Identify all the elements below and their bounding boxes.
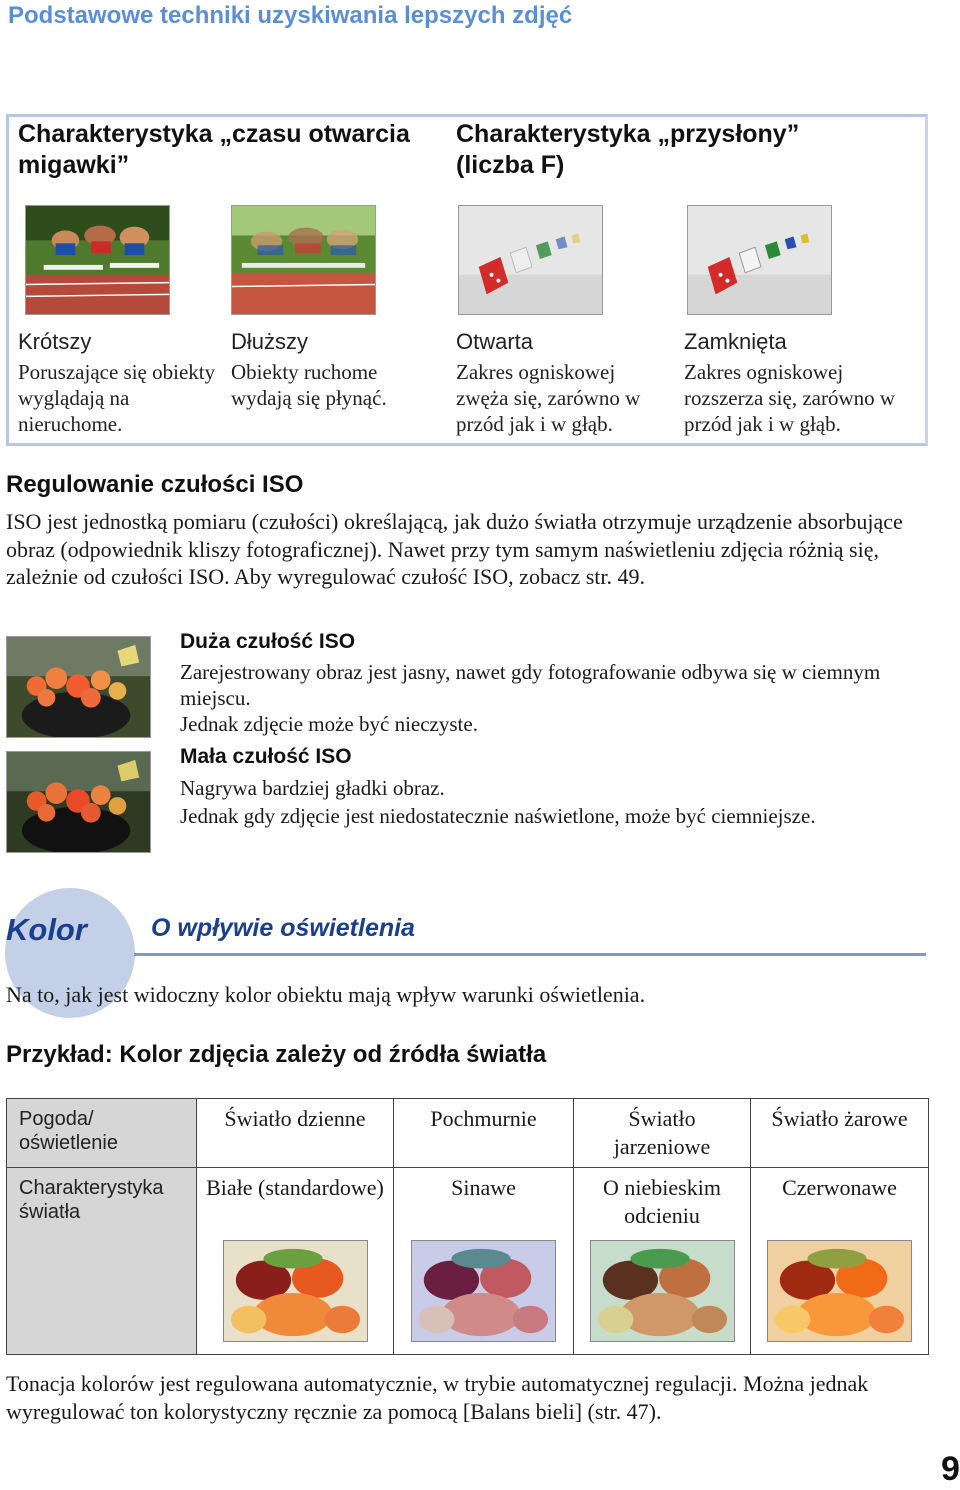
iso-description: ISO jest jednostką pomiaru (czułości) określającą, jak dużo światła otrzymuje urządzenie absorbujące obraz (odpowiednik kliszy fotograficznej). Nawet przy tym samym naświetleniu zdjęcia różnią się, zależnie od czułości ISO. Aby wyregulować czułość ISO, zobacz str. 49.	[6, 509, 903, 589]
high-iso-line2: Jednak zdjęcie może być nieczyste.	[180, 712, 478, 736]
flowers-high-iso-photo	[6, 636, 151, 738]
high-iso-line1: Zarejestrowany obraz jest jasny, nawet gdy fotografowanie odbywa się w ciemnym miejscu.	[180, 660, 881, 710]
section-subtitle: O wpływie oświetlenia	[151, 914, 415, 942]
closed-aperture-description: Zakres ogniskowej rozszerza się, zarówno w przód jak i w głąb.	[684, 360, 896, 436]
characteristic-cloudy: Sinawe	[451, 1175, 516, 1200]
characteristic-incandescent: Czerwonawe	[782, 1175, 897, 1200]
footer-text: Tonacja kolorów jest regulowana automatycznie, w trybie automatycznej regulacji. Można jednak wyregulować ton kolorystyczny ręcznie za pomocą [Balans bieli] (str. 47).	[6, 1371, 869, 1424]
page-number: 9	[941, 1450, 960, 1488]
open-aperture-title: Otwarta	[456, 329, 534, 354]
page-header-title: Podstawowe techniki uzyskiwania lepszych zdjęć	[8, 2, 573, 29]
section-label-kolor: Kolor	[6, 912, 87, 947]
row-header-characteristics: Charakterystyka światła	[7, 1168, 197, 1355]
low-iso-line2: Jednak gdy zdjęcie jest niedostatecznie naświetlone, może być ciemniejsze.	[180, 804, 816, 828]
fruit-photo-fluorescent	[590, 1240, 735, 1342]
row-header-conditions: Pogoda/ oświetlenie	[7, 1099, 197, 1168]
dice-open-aperture-photo	[458, 205, 603, 315]
table-row-characteristics	[7, 1168, 929, 1355]
table-row-conditions	[7, 1099, 929, 1168]
closed-aperture-title: Zamknięta	[684, 329, 787, 354]
flowers-low-iso-photo	[6, 751, 151, 853]
characteristic-cell-daylight	[197, 1168, 394, 1355]
characteristic-fluorescent: O niebieskim odcieniu	[603, 1175, 721, 1228]
condition-cloudy: Pochmurnie	[394, 1099, 574, 1168]
condition-incandescent: Światło żarowe	[751, 1099, 929, 1168]
characteristic-cell-fluorescent	[574, 1168, 751, 1355]
characteristic-cell-cloudy	[394, 1168, 574, 1355]
high-iso-title: Duża czułość ISO	[180, 630, 356, 653]
condition-daylight: Światło dzienne	[197, 1099, 394, 1168]
characteristic-daylight: Białe (standardowe)	[206, 1175, 384, 1200]
color-intro-text: Na to, jak jest widoczny kolor obiektu mają wpływ warunki oświetlenia.	[6, 982, 646, 1007]
short-shutter-description: Poruszające się obiekty wyglądają na nieruchome.	[18, 360, 216, 436]
fruit-photo-incandescent	[767, 1240, 912, 1342]
iso-section-title: Regulowanie czułości ISO	[6, 471, 304, 498]
aperture-heading: Charakterystyka „przysłony” (liczba F)	[456, 120, 800, 179]
fruit-photo-daylight	[223, 1240, 368, 1342]
low-iso-line1: Nagrywa bardziej gładki obraz.	[180, 776, 445, 800]
section-divider	[134, 953, 926, 956]
long-shutter-title: Dłuższy	[231, 329, 309, 354]
long-shutter-description: Obiekty ruchome wydają się płynąć.	[231, 360, 387, 410]
light-source-table	[6, 1098, 929, 1355]
characteristic-cell-incandescent	[751, 1168, 929, 1355]
short-shutter-title: Krótszy	[18, 329, 92, 354]
shutter-heading: Charakterystyka „czasu otwarcia migawki”	[18, 120, 410, 179]
low-iso-title: Mała czułość ISO	[180, 745, 352, 768]
fruit-photo-cloudy	[411, 1240, 556, 1342]
condition-fluorescent: Światło jarzeniowe	[574, 1099, 751, 1168]
example-title: Przykład: Kolor zdjęcia zależy od źródła światła	[6, 1041, 547, 1068]
hurdlers-fast-shutter-photo	[25, 205, 170, 315]
hurdlers-slow-shutter-photo	[231, 205, 376, 315]
open-aperture-description: Zakres ogniskowej zwęża się, zarówno w przód jak i w głąb.	[456, 360, 641, 436]
dice-closed-aperture-photo	[687, 205, 832, 315]
